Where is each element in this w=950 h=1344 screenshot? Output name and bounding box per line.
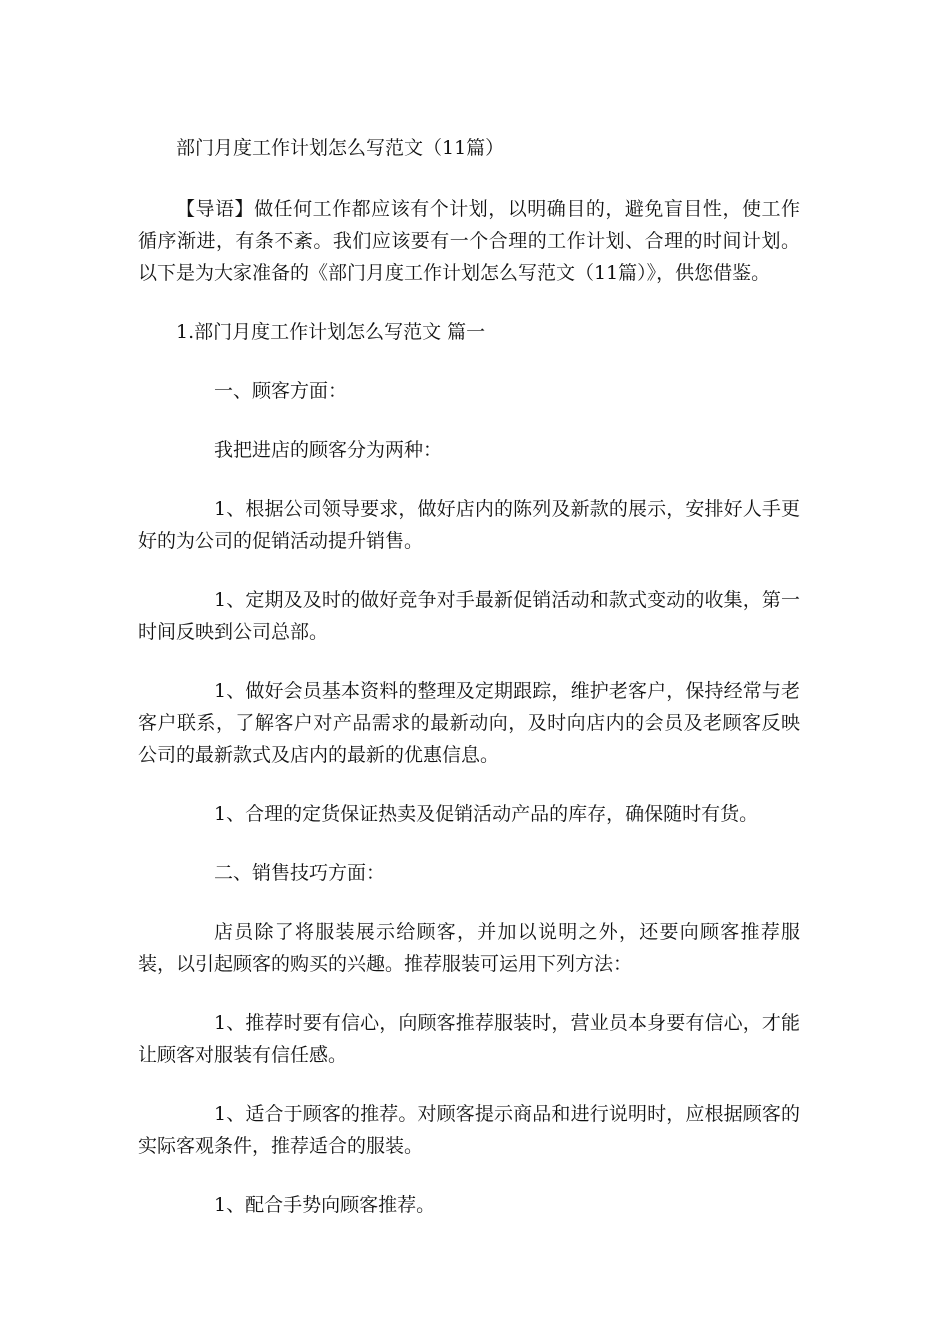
document-body [138,132,800,1248]
paragraph-item: 1、合理的定货保证热卖及促销活动产品的库存，确保随时有货。 [214,803,759,825]
paragraph-sales-intro: 店员除了将服装展示给顾客，并加以说明之外，还要向顾客推荐服装，以引起顾客的购买的兴趣。推荐服装可运用下列方法： [138,921,800,975]
paragraph-customer-heading: 一、顾客方面： [214,380,348,402]
paragraph-item: 1、推荐时要有信心，向顾客推荐服装时，营业员本身要有信心，才能让顾客对服装有信任感。 [138,1012,800,1066]
paragraph-item: 1、根据公司领导要求，做好店内的陈列及新款的展示，安排好人手更好的为公司的促销活动提升销售。 [138,498,800,552]
document-title: 部门月度工作计划怎么写范文（11篇） [176,137,505,159]
section-heading: 1.部门月度工作计划怎么写范文 篇一 [176,321,486,343]
paragraph-item: 1、定期及及时的做好竞争对手最新促销活动和款式变动的收集，第一时间反映到公司总部。 [138,589,800,643]
paragraph-item: 1、配合手势向顾客推荐。 [214,1194,436,1216]
paragraph-customer-types: 我把进店的顾客分为两种： [214,439,443,461]
paragraph-sales-heading: 二、销售技巧方面： [214,862,386,884]
paragraph-item: 1、做好会员基本资料的整理及定期跟踪，维护老客户，保持经常与老客户联系，了解客户对产品需求的最新动向，及时向店内的会员及老顾客反映公司的最新款式及店内的最新的优惠信息。 [138,680,800,766]
paragraph-item: 1、适合于顾客的推荐。对顾客提示商品和进行说明时，应根据顾客的实际客观条件，推荐适合的服装。 [138,1103,800,1157]
intro-paragraph: 【导语】做任何工作都应该有个计划，以明确目的，避免盲目性，使工作循序渐进，有条不紊。我们应该要有一个合理的工作计划、合理的时间计划。以下是为大家准备的《部门月度工作计划怎么写范文（11篇）》，供您借鉴。 [138,198,800,284]
